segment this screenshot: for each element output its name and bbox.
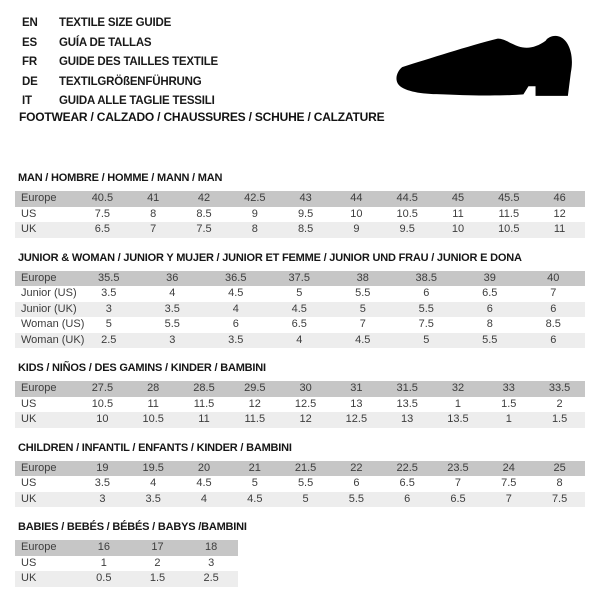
size-cell: 24: [483, 461, 534, 477]
size-cell: 19: [77, 461, 128, 477]
table-row: [15, 492, 585, 508]
lang-row-es: [22, 33, 218, 53]
lang-code: FR: [22, 56, 37, 68]
table-row: [15, 222, 585, 238]
size-cell: 11: [179, 412, 230, 428]
size-cell: 5.5: [141, 317, 205, 333]
size-cell: 7: [483, 492, 534, 508]
lang-row-it: [22, 91, 218, 111]
size-cell: 8: [128, 207, 179, 223]
table-row: [15, 333, 585, 349]
size-cell: 2.5: [184, 571, 238, 587]
lang-row-en: [22, 13, 218, 33]
size-cell: 4: [268, 333, 332, 349]
size-cell: 7: [433, 476, 484, 492]
lang-label: TEXTILGRÖßENFÜHRUNG: [59, 75, 202, 88]
size-cell: 36.5: [204, 271, 268, 287]
table-row: [15, 412, 585, 428]
size-cell: 6.5: [458, 286, 522, 302]
size-cell: 5: [280, 492, 331, 508]
size-cell: 28: [128, 381, 179, 397]
size-cell: 6: [458, 302, 522, 318]
size-cell: 9: [331, 222, 382, 238]
size-cell: 7: [128, 222, 179, 238]
size-cell: 27.5: [77, 381, 128, 397]
size-cell: 20: [179, 461, 230, 477]
row-label: Woman (US): [15, 317, 77, 333]
size-cell: 3: [184, 556, 238, 572]
size-cell: 6: [395, 286, 459, 302]
lang-code: DE: [22, 75, 38, 88]
size-cell: 10.5: [483, 222, 534, 238]
size-cell: 3.5: [128, 492, 179, 508]
size-cell: 5: [331, 302, 395, 318]
size-cell: 33: [483, 381, 534, 397]
size-cell: 6.5: [382, 476, 433, 492]
size-cell: 1: [77, 556, 131, 572]
size-cell: 19.5: [128, 461, 179, 477]
size-cell: 12: [280, 412, 331, 428]
section-title: KIDS / NIÑOS / DES GAMINS / KINDER / BAMBINI: [18, 362, 266, 374]
size-cell: 44.5: [382, 191, 433, 207]
size-cell: 5.5: [331, 492, 382, 508]
size-cell: 3.5: [77, 476, 128, 492]
size-cell: 1: [433, 397, 484, 413]
size-cell: 7.5: [77, 207, 128, 223]
lang-row-fr: [22, 52, 218, 72]
row-label: US: [15, 207, 77, 223]
size-table: [15, 540, 238, 587]
size-cell: 6: [204, 317, 268, 333]
size-cell: 6: [331, 476, 382, 492]
size-cell: 38: [331, 271, 395, 287]
table-row: [15, 271, 585, 287]
size-cell: 35.5: [77, 271, 141, 287]
size-cell: 7.5: [179, 222, 230, 238]
size-table: [15, 461, 585, 508]
size-cell: 4.5: [204, 286, 268, 302]
row-label: UK: [15, 412, 77, 428]
size-cell: 33.5: [534, 381, 585, 397]
table-row: [15, 302, 585, 318]
size-cell: 10: [331, 207, 382, 223]
row-label: Europe: [15, 191, 77, 207]
size-cell: 2: [534, 397, 585, 413]
size-cell: 8.5: [179, 207, 230, 223]
size-cell: 8: [229, 222, 280, 238]
table-row: [15, 191, 585, 207]
row-label: Europe: [15, 271, 77, 287]
size-cell: 36: [141, 271, 205, 287]
size-cell: 29.5: [229, 381, 280, 397]
size-section: [15, 521, 585, 587]
lang-row-de: [22, 72, 218, 92]
size-cell: 38.5: [395, 271, 459, 287]
size-cell: 3.5: [141, 302, 205, 318]
row-label: Woman (UK): [15, 333, 77, 349]
shoe-icon: [388, 18, 580, 100]
size-cell: 5: [268, 286, 332, 302]
size-cell: 1.5: [483, 397, 534, 413]
size-cell: 12: [229, 397, 280, 413]
table-row: [15, 286, 585, 302]
size-cell: 40: [522, 271, 586, 287]
row-label: Europe: [15, 540, 77, 556]
size-cell: 10.5: [128, 412, 179, 428]
size-cell: 13.5: [382, 397, 433, 413]
size-cell: 31: [331, 381, 382, 397]
size-cell: 10.5: [382, 207, 433, 223]
size-cell: 44: [331, 191, 382, 207]
size-cell: 5: [229, 476, 280, 492]
size-cell: 1.5: [131, 571, 185, 587]
size-cell: 3.5: [77, 286, 141, 302]
table-row: [15, 571, 238, 587]
size-cell: 9: [229, 207, 280, 223]
size-section: [15, 362, 585, 428]
section-title: CHILDREN / INFANTIL / ENFANTS / KINDER / BAMBINI: [18, 441, 292, 454]
size-cell: 22: [331, 461, 382, 477]
table-row: [15, 556, 238, 572]
size-cell: 32: [433, 381, 484, 397]
size-cell: 7: [522, 286, 586, 302]
size-cell: 4.5: [331, 333, 395, 349]
size-cell: 45: [433, 191, 484, 207]
size-cell: 42.5: [229, 191, 280, 207]
size-cell: 4: [179, 492, 230, 508]
table-row: [15, 317, 585, 333]
size-cell: 6.5: [268, 317, 332, 333]
size-cell: 18: [184, 540, 238, 556]
size-cell: 7.5: [534, 492, 585, 508]
size-cell: 11.5: [483, 207, 534, 223]
row-label: Junior (US): [15, 286, 77, 302]
size-cell: 8.5: [522, 317, 586, 333]
size-cell: 7.5: [395, 317, 459, 333]
language-title-block: [22, 13, 218, 111]
size-cell: 37.5: [268, 271, 332, 287]
row-label: US: [15, 556, 77, 572]
size-table: [15, 271, 585, 349]
size-cell: 8.5: [280, 222, 331, 238]
size-cell: 10.5: [77, 397, 128, 413]
size-cell: 2.5: [77, 333, 141, 349]
size-cell: 5.5: [458, 333, 522, 349]
size-section: [15, 172, 585, 238]
sections: [15, 172, 585, 601]
size-cell: 5.5: [331, 286, 395, 302]
size-cell: 4: [128, 476, 179, 492]
size-cell: 6: [522, 302, 586, 318]
size-cell: 3: [77, 302, 141, 318]
size-cell: 0.5: [77, 571, 131, 587]
category-line: FOOTWEAR / CALZADO / CHAUSSURES / SCHUHE / CALZATURE: [19, 110, 385, 124]
size-cell: 11: [534, 222, 585, 238]
size-cell: 9.5: [382, 222, 433, 238]
table-row: [15, 397, 585, 413]
size-cell: 43: [280, 191, 331, 207]
table-row: [15, 461, 585, 477]
size-cell: 5: [395, 333, 459, 349]
size-cell: 12.5: [331, 412, 382, 428]
size-cell: 31.5: [382, 381, 433, 397]
size-section: [15, 252, 585, 349]
size-cell: 3.5: [204, 333, 268, 349]
table-row: [15, 540, 238, 556]
size-table: [15, 191, 585, 238]
size-cell: 41: [128, 191, 179, 207]
size-cell: 45.5: [483, 191, 534, 207]
size-cell: 6.5: [433, 492, 484, 508]
size-cell: 3: [141, 333, 205, 349]
size-cell: 7.5: [483, 476, 534, 492]
row-label: Europe: [15, 381, 77, 397]
size-cell: 5.5: [280, 476, 331, 492]
size-cell: 28.5: [179, 381, 230, 397]
size-cell: 6.5: [77, 222, 128, 238]
size-cell: 12.5: [280, 397, 331, 413]
lang-label: GUIDE DES TAILLES TEXTILE: [59, 56, 218, 68]
size-cell: 5.5: [395, 302, 459, 318]
size-cell: 11.5: [179, 397, 230, 413]
section-title: MAN / HOMBRE / HOMME / MANN / MAN: [18, 172, 223, 184]
row-label: US: [15, 397, 77, 413]
lang-code: EN: [22, 17, 38, 29]
size-cell: 13.5: [433, 412, 484, 428]
row-label: UK: [15, 492, 77, 508]
size-cell: 13: [382, 412, 433, 428]
size-section: [15, 442, 585, 508]
section-title: JUNIOR & WOMAN / JUNIOR Y MUJER / JUNIOR ET FEMME / JUNIOR UND FRAU / JUNIOR E DONA: [18, 251, 522, 264]
lang-label: TEXTILE SIZE GUIDE: [59, 17, 172, 29]
size-cell: 23.5: [433, 461, 484, 477]
size-cell: 10: [433, 222, 484, 238]
size-cell: 9.5: [280, 207, 331, 223]
size-cell: 11.5: [229, 412, 280, 428]
size-cell: 42: [179, 191, 230, 207]
size-cell: 4: [204, 302, 268, 318]
table-row: [15, 476, 585, 492]
lang-label: GUÍA DE TALLAS: [59, 36, 152, 49]
size-cell: 8: [534, 476, 585, 492]
size-cell: 13: [331, 397, 382, 413]
size-table: [15, 381, 585, 428]
size-cell: 3: [77, 492, 128, 508]
size-cell: 4.5: [179, 476, 230, 492]
row-label: UK: [15, 571, 77, 587]
lang-label: GUIDA ALLE TAGLIE TESSILI: [59, 95, 215, 107]
size-cell: 39: [458, 271, 522, 287]
row-label: UK: [15, 222, 77, 238]
size-cell: 21.5: [280, 461, 331, 477]
size-cell: 6: [522, 333, 586, 349]
size-cell: 11: [433, 207, 484, 223]
size-cell: 4: [141, 286, 205, 302]
row-label: Europe: [15, 461, 77, 477]
size-cell: 4.5: [229, 492, 280, 508]
size-cell: 21: [229, 461, 280, 477]
size-cell: 10: [77, 412, 128, 428]
table-row: [15, 207, 585, 223]
size-cell: 6: [382, 492, 433, 508]
size-cell: 22.5: [382, 461, 433, 477]
lang-code: IT: [22, 95, 32, 107]
lang-code: ES: [22, 36, 37, 49]
section-title: BABIES / BEBÉS / BÉBÉS / BABYS /BAMBINI: [18, 521, 247, 533]
size-cell: 5: [77, 317, 141, 333]
size-cell: 11: [128, 397, 179, 413]
size-cell: 4.5: [268, 302, 332, 318]
size-cell: 1.5: [534, 412, 585, 428]
size-cell: 17: [131, 540, 185, 556]
size-cell: 8: [458, 317, 522, 333]
row-label: Junior (UK): [15, 302, 77, 318]
row-label: US: [15, 476, 77, 492]
size-cell: 2: [131, 556, 185, 572]
size-cell: 46: [534, 191, 585, 207]
size-cell: 7: [331, 317, 395, 333]
size-cell: 30: [280, 381, 331, 397]
size-cell: 12: [534, 207, 585, 223]
size-cell: 16: [77, 540, 131, 556]
size-cell: 25: [534, 461, 585, 477]
size-cell: 40.5: [77, 191, 128, 207]
table-row: [15, 381, 585, 397]
size-cell: 1: [483, 412, 534, 428]
